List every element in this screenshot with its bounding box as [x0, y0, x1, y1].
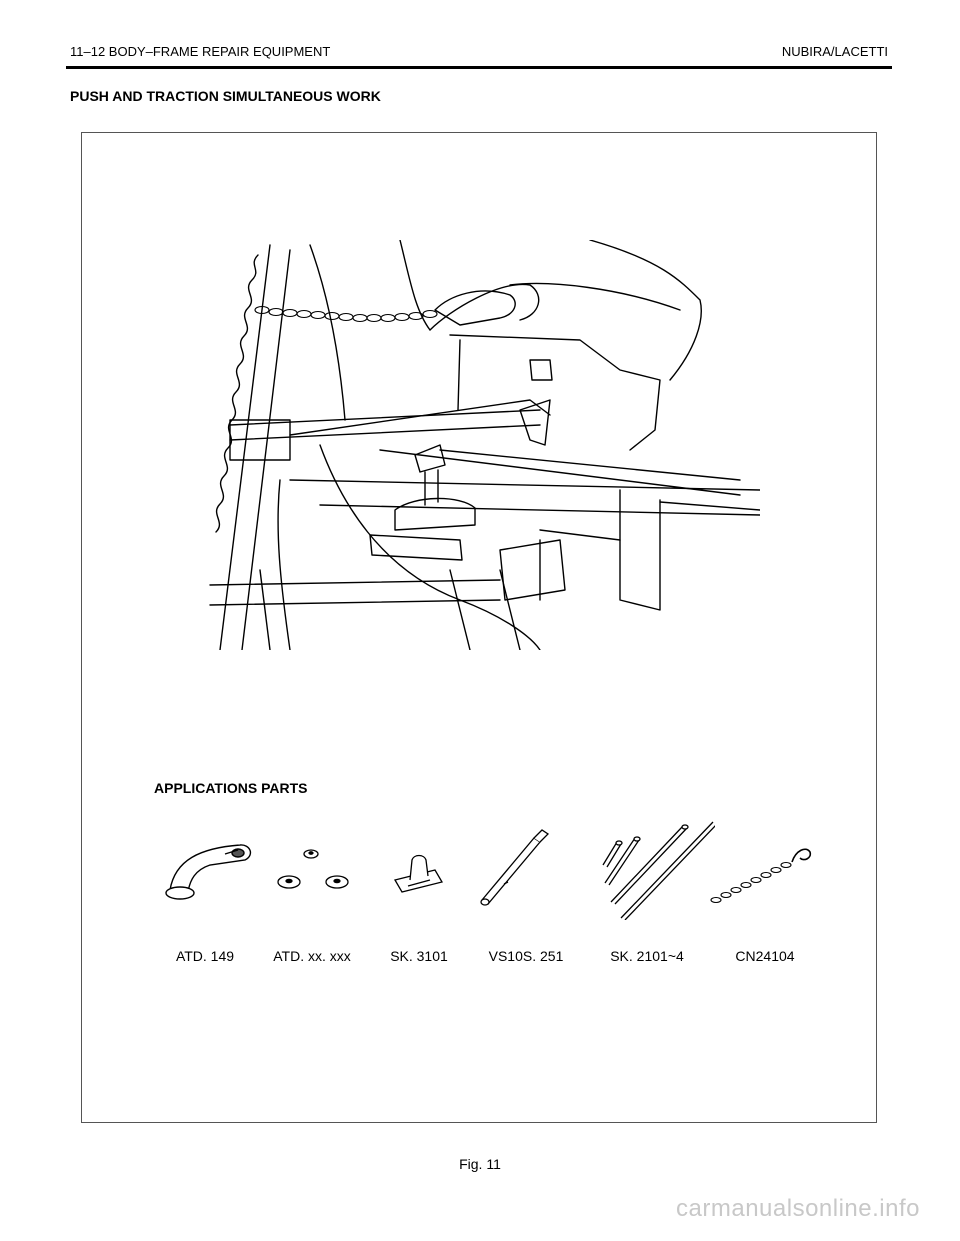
adapter-caps-icon	[265, 820, 395, 920]
part-label: ATD. xx. xxx	[273, 948, 351, 964]
header-section-title: 11–12 BODY–FRAME REPAIR EQUIPMENT	[70, 44, 331, 59]
page-title: PUSH AND TRACTION SIMULTANEOUS WORK	[70, 88, 381, 104]
applications-parts-title: APPLICATIONS PARTS	[154, 780, 308, 796]
header-rule	[66, 66, 892, 69]
part-label: VS10S. 251	[488, 948, 564, 964]
part-label: SK. 3101	[390, 948, 448, 964]
extension-tubes-icon	[585, 820, 715, 920]
watermark: carmanualsonline.info	[676, 1195, 920, 1222]
push-traction-illustration	[200, 240, 760, 650]
header-model-name: NUBIRA/LACETTI	[781, 44, 888, 59]
figure-caption: Fig. 11	[459, 1156, 501, 1172]
chain-hook-icon	[700, 820, 830, 920]
part-label: CN24104	[735, 948, 795, 964]
clamp-hook-icon	[150, 820, 280, 920]
push-ram-icon	[470, 820, 600, 920]
part-label: ATD. 149	[175, 948, 235, 964]
part-label: SK. 2101~4	[610, 948, 684, 964]
